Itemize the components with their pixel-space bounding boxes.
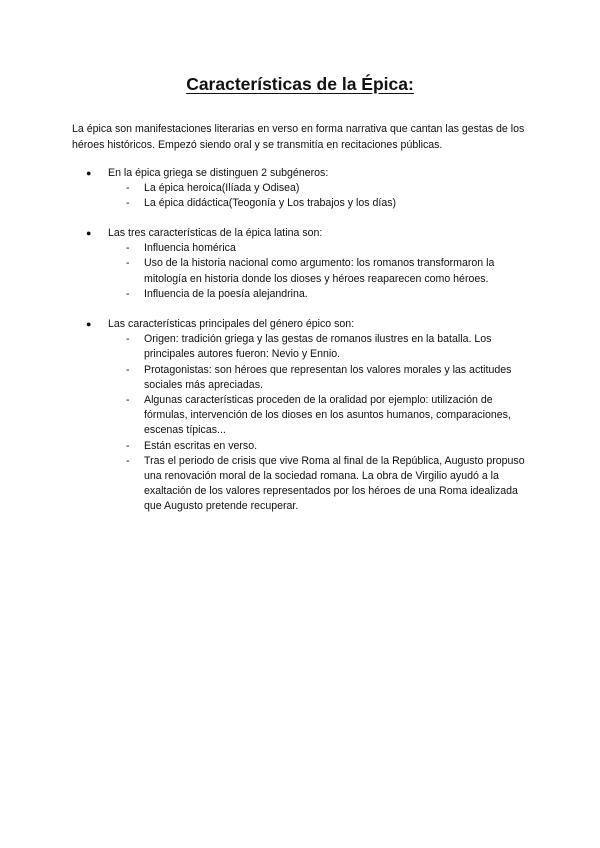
list-item xyxy=(72,241,534,256)
list-item-text: Influencia homérica xyxy=(144,242,236,255)
list-item xyxy=(72,181,534,196)
bullet-item xyxy=(72,166,534,181)
dash-icon: - xyxy=(126,454,130,467)
list-item-text: Uso de la historia nacional como argumento: los romanos transformaron la mitología en historia donde los dioses y héroes reaparecen como héroes. xyxy=(144,257,495,285)
bullet-item xyxy=(72,317,534,332)
list-item xyxy=(72,363,534,393)
bullet-icon: ● xyxy=(86,168,92,178)
dash-icon: - xyxy=(126,257,130,270)
bullet-icon: ● xyxy=(86,319,92,329)
list-item xyxy=(72,454,534,515)
page-title: Características de la Épica: xyxy=(186,74,414,94)
bullet-text: Las tres características de la épica latina son: xyxy=(108,227,323,239)
bullet-icon: ● xyxy=(86,228,92,238)
section-latina xyxy=(72,226,534,302)
list-item xyxy=(72,196,534,211)
bullet-text: Las características principales del género épico son: xyxy=(108,318,355,330)
list-item-text: Influencia de la poesía alejandrina. xyxy=(144,287,308,300)
bullet-item xyxy=(72,226,534,241)
list-item-text: La épica heroica(Ilíada y Odisea) xyxy=(144,182,300,195)
sub-list xyxy=(72,241,534,302)
dash-icon: - xyxy=(126,197,130,210)
intro-paragraph: La épica son manifestaciones literarias en verso en forma narrativa que cantan las gestas de los héroes históricos. Empezó siendo oral y se transmitía en recitaciones públicas. xyxy=(72,123,525,151)
dash-icon: - xyxy=(126,182,130,195)
dash-icon: - xyxy=(126,363,130,376)
dash-icon: - xyxy=(126,439,130,452)
list-item-text: Origen: tradición griega y las gestas de romanos ilustres en la batalla. Los principales autores fueron: Nevio y Ennio. xyxy=(144,333,492,361)
list-item-text: Protagonistas: son héroes que representan los valores morales y las actitudes sociales más apreciadas. xyxy=(144,363,512,391)
dash-icon: - xyxy=(126,333,130,346)
list-item-text: La épica didáctica(Teogonía y Los trabajos y los días) xyxy=(144,197,397,210)
list-item-text: Tras el periodo de crisis que vive Roma al final de la República, Augusto propuso una renovación moral de la sociedad romana. La obra de Virgilio ayudó a la exaltación de los valores representados por los héroes de una Roma idealizada que Augusto pretende recuperar. xyxy=(144,454,525,513)
sub-list xyxy=(72,181,534,211)
list-item xyxy=(72,256,534,286)
dash-icon: - xyxy=(126,394,130,407)
list-item xyxy=(72,287,534,302)
list-item xyxy=(72,439,534,454)
list-item xyxy=(72,393,534,439)
dash-icon: - xyxy=(126,287,130,300)
dash-icon: - xyxy=(126,242,130,255)
list-item-text: Algunas características proceden de la oralidad por ejemplo: utilización de fórmulas, intervención de los dioses en los asuntos humanos, comparaciones, escenas típicas... xyxy=(144,394,511,437)
list-item xyxy=(72,332,534,362)
list-item-text: Están escritas en verso. xyxy=(144,439,258,452)
section-griega xyxy=(72,166,534,212)
section-genero-epico xyxy=(72,317,534,515)
sub-list xyxy=(72,332,534,514)
bullet-text: En la épica griega se distinguen 2 subgéneros: xyxy=(108,167,329,179)
